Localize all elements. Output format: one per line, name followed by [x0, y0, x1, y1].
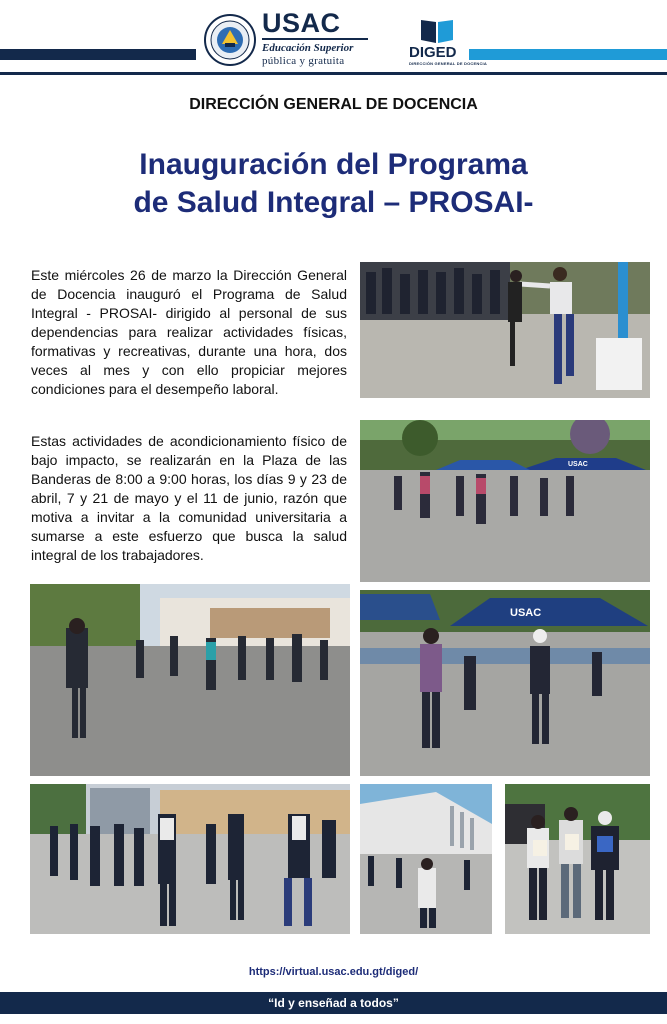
diged-logo-text: DIGED	[409, 44, 457, 61]
header-bar-left	[0, 49, 196, 60]
usac-logo-text: USAC	[262, 8, 341, 38]
usac-tagline-2: pública y gratuita	[262, 55, 345, 67]
title-line-2: de Salud Integral – PROSAI-	[133, 186, 534, 219]
diged-logo-subtitle: DIRECCIÓN GENERAL DE DOCENCIA	[409, 61, 487, 66]
usac-logo-rule	[262, 38, 368, 40]
photo-building-exercise	[360, 784, 492, 934]
website-link[interactable]: https://virtual.usac.edu.gt/diged/	[248, 966, 419, 978]
photo-certificates	[505, 784, 650, 934]
header-divider	[0, 72, 667, 75]
header-bar-right	[469, 49, 667, 60]
title-line-1: Inauguración del Programa	[139, 148, 528, 181]
photo-instructor	[360, 262, 650, 398]
paragraph-1: Este miércoles 26 de marzo la Dirección General de Docencia inauguró el Programa de Salud Integral - PROSAI- dirigido al personal de sus dependencias para realizar actividades físicas, formativas y recreativas, durante una hora, dos veces al mes y con ello propiciar mejores condiciones para el desempeño laboral.	[31, 267, 347, 397]
photo-staff-group	[30, 784, 350, 934]
open-book-icon	[419, 16, 455, 44]
tent-usac-label-2: USAC	[510, 607, 542, 619]
tent-usac-label: USAC	[568, 461, 588, 468]
photo-tent-exercise	[360, 590, 650, 776]
footer-motto: “Id y enseñad a todos”	[268, 996, 399, 1010]
photo-plaza-group	[360, 420, 650, 582]
photo-plaza-exercise	[30, 584, 350, 776]
page-title	[0, 146, 667, 222]
university-seal-icon	[204, 14, 256, 66]
paragraph-2: Estas actividades de acondicionamiento físico de bajo impacto, se realizarán en la Plaza de las Banderas de 8:00 a 9:00 horas, los días 9 y 23 de abril, 7 y 21 de mayo y el 11 de junio, razón que motiva a invitar a la comunidad universitaria a sumarse a este esfuerzo que busca la salud integral de los trabajadores.	[31, 433, 347, 563]
department-heading: DIRECCIÓN GENERAL DE DOCENCIA	[189, 96, 478, 113]
usac-tagline-1: Educación Superior	[262, 42, 354, 54]
